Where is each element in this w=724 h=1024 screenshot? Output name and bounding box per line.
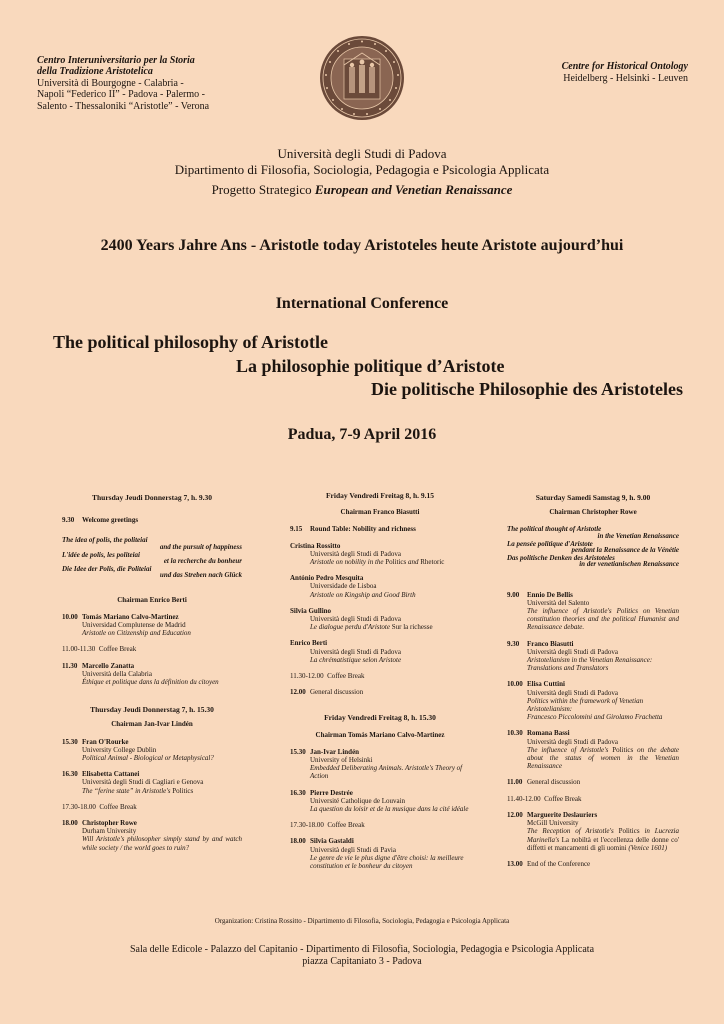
venue-line2: piazza Capitaniato 3 - Padova [302,956,422,967]
theme-line: and the pursuit of happiness [159,542,242,551]
department-name: Dipartimento di Filosofia, Sociologia, Pedagogia e Psicologia Applicata [174,162,550,177]
talk-title: La chrématistique selon Aristote [310,655,402,664]
talk-title [290,558,470,566]
talk-title: Politics within the framework of Venetian Aristotelianism: [527,696,644,714]
list-item [62,803,242,811]
day-heading: Thursday Jeudi Donnerstag 7, h. 15.30 [90,705,214,715]
theme-line: L'idée de polis, les politeiai [62,550,140,559]
break-label: Coffee Break [544,794,582,803]
talk-title-part: The influence of Aristotle's [527,745,613,754]
list-item [507,795,679,803]
talk-title-part: The “ferine state” in Aristotle's [82,786,173,795]
theme-line: Das politische Denken des Aristoteles [507,554,615,563]
talk-title: Political Animal - Biological or Metaphysical? [82,754,214,763]
project-line [0,182,724,198]
centro-name-line1: Centro Interuniversitario per la Storia [37,55,195,66]
speaker-name: António Pedro Mesquita [290,574,364,583]
headline: 2400 Years Jahre Ans - Aristotle today Aristoteles heute Aristote aujourd’hui [100,237,624,254]
list-item [507,680,679,721]
speaker-name: Franco Biasutti [527,639,574,648]
list-item [62,645,242,653]
venue-line1: Sala delle Edicole - Palazzo del Capitanio - Dipartimento di Filosofia, Sociologia, Pedagogia e Psicologia Applicata [129,944,595,955]
talk-title: Le genre de vie le plus digne d'être choisi: la meilleure constitution et le bonheur du citoyen [310,853,464,871]
session-time: 9.30 [62,516,75,525]
speaker-affiliation: Università della Calabria [82,669,152,678]
speaker-affiliation: Université Catholique de Louvain [310,796,406,805]
list-item [62,770,242,795]
list-item [62,613,242,638]
session-time: 18.00 [62,819,78,828]
session-time: 9.00 [507,590,520,599]
centro-name-line2: della Tradizione Aristotelica [37,66,153,78]
theme-line: La pensée politique d'Aristote [507,539,593,548]
session-time: 18.00 [290,837,306,846]
talk-title: Will Aristotle's philosopher simply stand by and watch while society / the world goes to ruin? [82,835,242,852]
speaker-affiliation: Università degli Studi di Padova [527,688,618,697]
speaker-name: Tomás Mariano Calvo-Martinez [82,612,179,621]
session-time: 16.30 [62,770,78,779]
centro-members-line3: Salento - Thessaloniki “Aristotle” - Verona [37,100,210,112]
list-item [62,819,242,852]
centre-cities: Heidelberg - Helsinki - Leuven [563,73,688,84]
day-heading: Saturday Samedi Samstag 9, h. 9.00 [535,493,651,502]
break-time: 11.30-12.00 [290,672,324,681]
title-english: The political philosophy of Aristotle [53,332,329,352]
break-time: 17.30-18.00 [290,821,324,830]
break-time: 11.40-12.00 [507,794,541,803]
chairman: Chairman Tomás Mariano Calvo-Martinez [315,730,445,739]
session-time: 13.00 [507,859,523,868]
speaker-name: Enrico Berti [290,639,328,648]
talk-title: Aristotelianism in the Venetian Renaissance: Translations and Translators [527,656,653,673]
list-item [290,639,470,664]
end-label: End of the Conference [527,859,591,868]
chairman: Chairman Franco Biasutti [340,508,420,517]
talk-title-part: Rhetoric [420,558,445,567]
speaker-name: Christopher Rowe [82,819,137,828]
centre-name: Centre for Historical Ontology [561,61,688,72]
session-time: 11.30 [62,661,78,670]
speaker-name: Elisa Cuttini [527,680,565,689]
speaker-name: Elisabetta Cattanei [82,770,140,779]
speaker-affiliation: Durham University [82,827,137,836]
talk-title-part: Politics [618,827,640,836]
list-item [62,662,242,687]
break-label: Coffee Break [327,821,365,830]
break-label: Coffee Break [327,672,365,681]
talk-title: La question du loisir et de la musique dans la cité idéale [310,805,469,814]
day-heading: Friday Vendredi Freitag 8, h. 15.30 [324,713,436,723]
chairman: Chairman Jan-Ivar Lindén [111,720,193,729]
speaker-affiliation: Universidade de Lisboa [310,582,377,591]
project-prefix: Progetto Strategico [211,182,315,197]
theme-line: The political thought of Aristotle [507,525,602,534]
theme-line: pendant la Renaissance de la Vénétie [571,546,679,555]
talk-title [507,827,679,852]
talk-title-part: and [406,558,421,567]
session-label: Welcome greetings [82,516,139,525]
title-german: Die politische Philosophie des Aristoteles [371,379,683,399]
session-time: 15.30 [62,737,78,746]
organization-note: Organization: Cristina Rossitto - Dipartimento di Filosofia, Sociologia, Pedagogia e Psicologia Applicata [214,917,510,925]
theme-line: Die Idee der Polis, die Politeiai [62,565,152,574]
speaker-affiliation: Università degli Studi di Pavia [310,845,396,854]
list-item [290,821,470,829]
break-time: 17.30-18.00 [62,802,96,811]
centro-members-line2: Napoli “Federico II” - Padova - Palermo - [37,89,205,101]
session-time: 12.00 [507,810,523,819]
project-name: European and Venetian Renaissance [314,182,513,197]
header-right-institution [488,61,688,85]
session-time: 16.30 [290,788,306,797]
session-time: 9.30 [507,639,520,648]
speaker-name: Pierre Destrée [310,788,353,797]
session-time: 9.15 [290,525,303,534]
talk-title-part: Le dialogue perdu d'Aristote [310,623,392,632]
list-item [507,591,679,632]
speaker-affiliation: University College Dublin [82,745,157,754]
theme-line: in der venetianischen Renaissance [579,560,679,569]
break-time: 11.00-11.30 [62,645,96,654]
session-time: 10.00 [507,680,523,689]
chairman: Chairman Christopher Rowe [549,508,637,517]
speaker-name: Romana Bassi [527,729,570,738]
talk-title-part: Politics [385,558,407,567]
session-time: 15.30 [290,747,306,756]
speaker-affiliation: Università degli Studi di Padova [310,647,401,656]
list-item [290,542,470,567]
talk-title: Aristotle on Kingship and Good Birth [310,590,416,599]
speaker-name: Marcello Zanatta [82,661,135,670]
theme-line: The idea of polis, the politeiai [62,536,148,545]
talk-title: Aristotle on Citizenship and Education [82,629,191,638]
session-theme [62,536,242,579]
session-time: 10.30 [507,729,523,738]
header-left-institution [37,55,267,112]
list-item [290,672,470,680]
university-name: Università degli Studi di Padova [277,146,447,161]
discussion-label: General discussion [527,778,581,787]
talk-title-part: Sur la richesse [391,623,433,632]
speaker-name: Marguerite Deslauriers [527,810,598,819]
title-french: La philosophie politique d’Aristote [236,356,505,376]
talk-title: The influence of Aristotle's Politics on Venetian constitution theories and the political Humanist and Renaissance debate. [527,607,679,632]
speaker-name: Cristina Rossitto [290,541,341,550]
university-block [0,146,724,178]
list-item [290,748,470,781]
list-item [290,525,470,533]
talk-title-part: Politics [172,786,194,795]
programme-saturday [507,494,679,876]
session-theme [507,525,679,568]
university-seal-icon [319,35,405,121]
speaker-name: Fran O'Rourke [82,737,129,746]
discussion-label: General discussion [310,688,364,697]
list-item [62,738,242,763]
talk-title [507,746,679,771]
talk-title-part: on the debate about the status of women in the Venetian Renaissance [527,745,679,771]
programme-friday [290,492,470,878]
list-item [62,516,242,524]
break-label: Coffee Break [98,645,137,654]
list-item [290,837,470,870]
list-item [507,811,679,852]
speaker-affiliation: University of Helsinki [310,756,373,765]
day-heading: Thursday Jeudi Donnerstag 7, h. 9.30 [91,493,213,502]
day-heading: Friday Vendredi Freitag 8, h. 9.15 [325,491,435,500]
talk-title [290,623,470,631]
list-item [290,688,470,696]
programme-thursday [62,494,242,860]
talk-title: Embedded Deliberating Animals. Aristotle's Theory of Action [310,764,463,781]
speaker-name: Silvia Gullino [290,606,332,615]
list-item [290,607,470,632]
talk-title-part: The Reception of Aristotle's [527,827,619,836]
session-time: 11.00 [507,778,523,787]
talk-subtitle: Francesco Piccolomini and Girolamo Frachetta [527,713,663,722]
session-time: 12.00 [290,688,306,697]
list-item [507,778,679,786]
speaker-affiliation: Università degli Studi di Padova [527,647,618,656]
talk-title-part: Aristotle on nobility in the [310,558,386,567]
list-item [507,640,679,673]
speaker-name: Ennio De Bellis [527,590,573,599]
talk-title-part: (Venice 1601) [626,843,668,852]
talk-title: Éthique et politique dans la définition du citoyen [82,678,219,687]
speaker-affiliation: Università degli Studi di Cagliari e Genova [82,778,204,787]
talk-title-part: Politics [612,745,634,754]
break-label: Coffee Break [99,802,137,811]
session-time: 10.00 [62,612,78,621]
list-item [290,789,470,814]
venue [0,944,724,968]
speaker-name: Silvia Gastaldi [310,837,354,846]
list-item [507,729,679,770]
speaker-name: Jan-Ivar Lindén [310,747,360,756]
talk-title-part: La nobiltà et l'eccellenza delle donne co' diffetti et mancamenti di gli uomini [527,835,679,852]
list-item [507,860,679,868]
speaker-affiliation: Università degli Studi di Padova [527,737,618,746]
theme-line: in the Venetian Renaissance [597,531,679,540]
speaker-affiliation: Universidad Complutense de Madrid [82,621,186,630]
theme-line: et la recherche du bonheur [163,557,242,566]
conference-dates: Padua, 7-9 April 2016 [287,426,437,443]
speaker-affiliation: Università del Salento [527,598,590,607]
chairman: Chairman Enrico Berti [117,595,187,604]
speaker-affiliation: McGill University [527,819,579,828]
talk-title [62,787,242,795]
list-item [290,574,470,599]
theme-line: und das Streben nach Glück [159,571,242,580]
centro-members-line1: Università di Bourgogne - Calabria - [37,77,184,89]
round-table-label: Round Table: Nobility and richness [310,525,416,534]
speaker-affiliation: Università degli Studi di Padova [310,615,401,624]
conference-type: International Conference [275,295,449,312]
talk-title-part: in Lucrezia Marinella's [527,827,679,844]
speaker-affiliation: Università degli Studi di Padova [310,549,401,558]
